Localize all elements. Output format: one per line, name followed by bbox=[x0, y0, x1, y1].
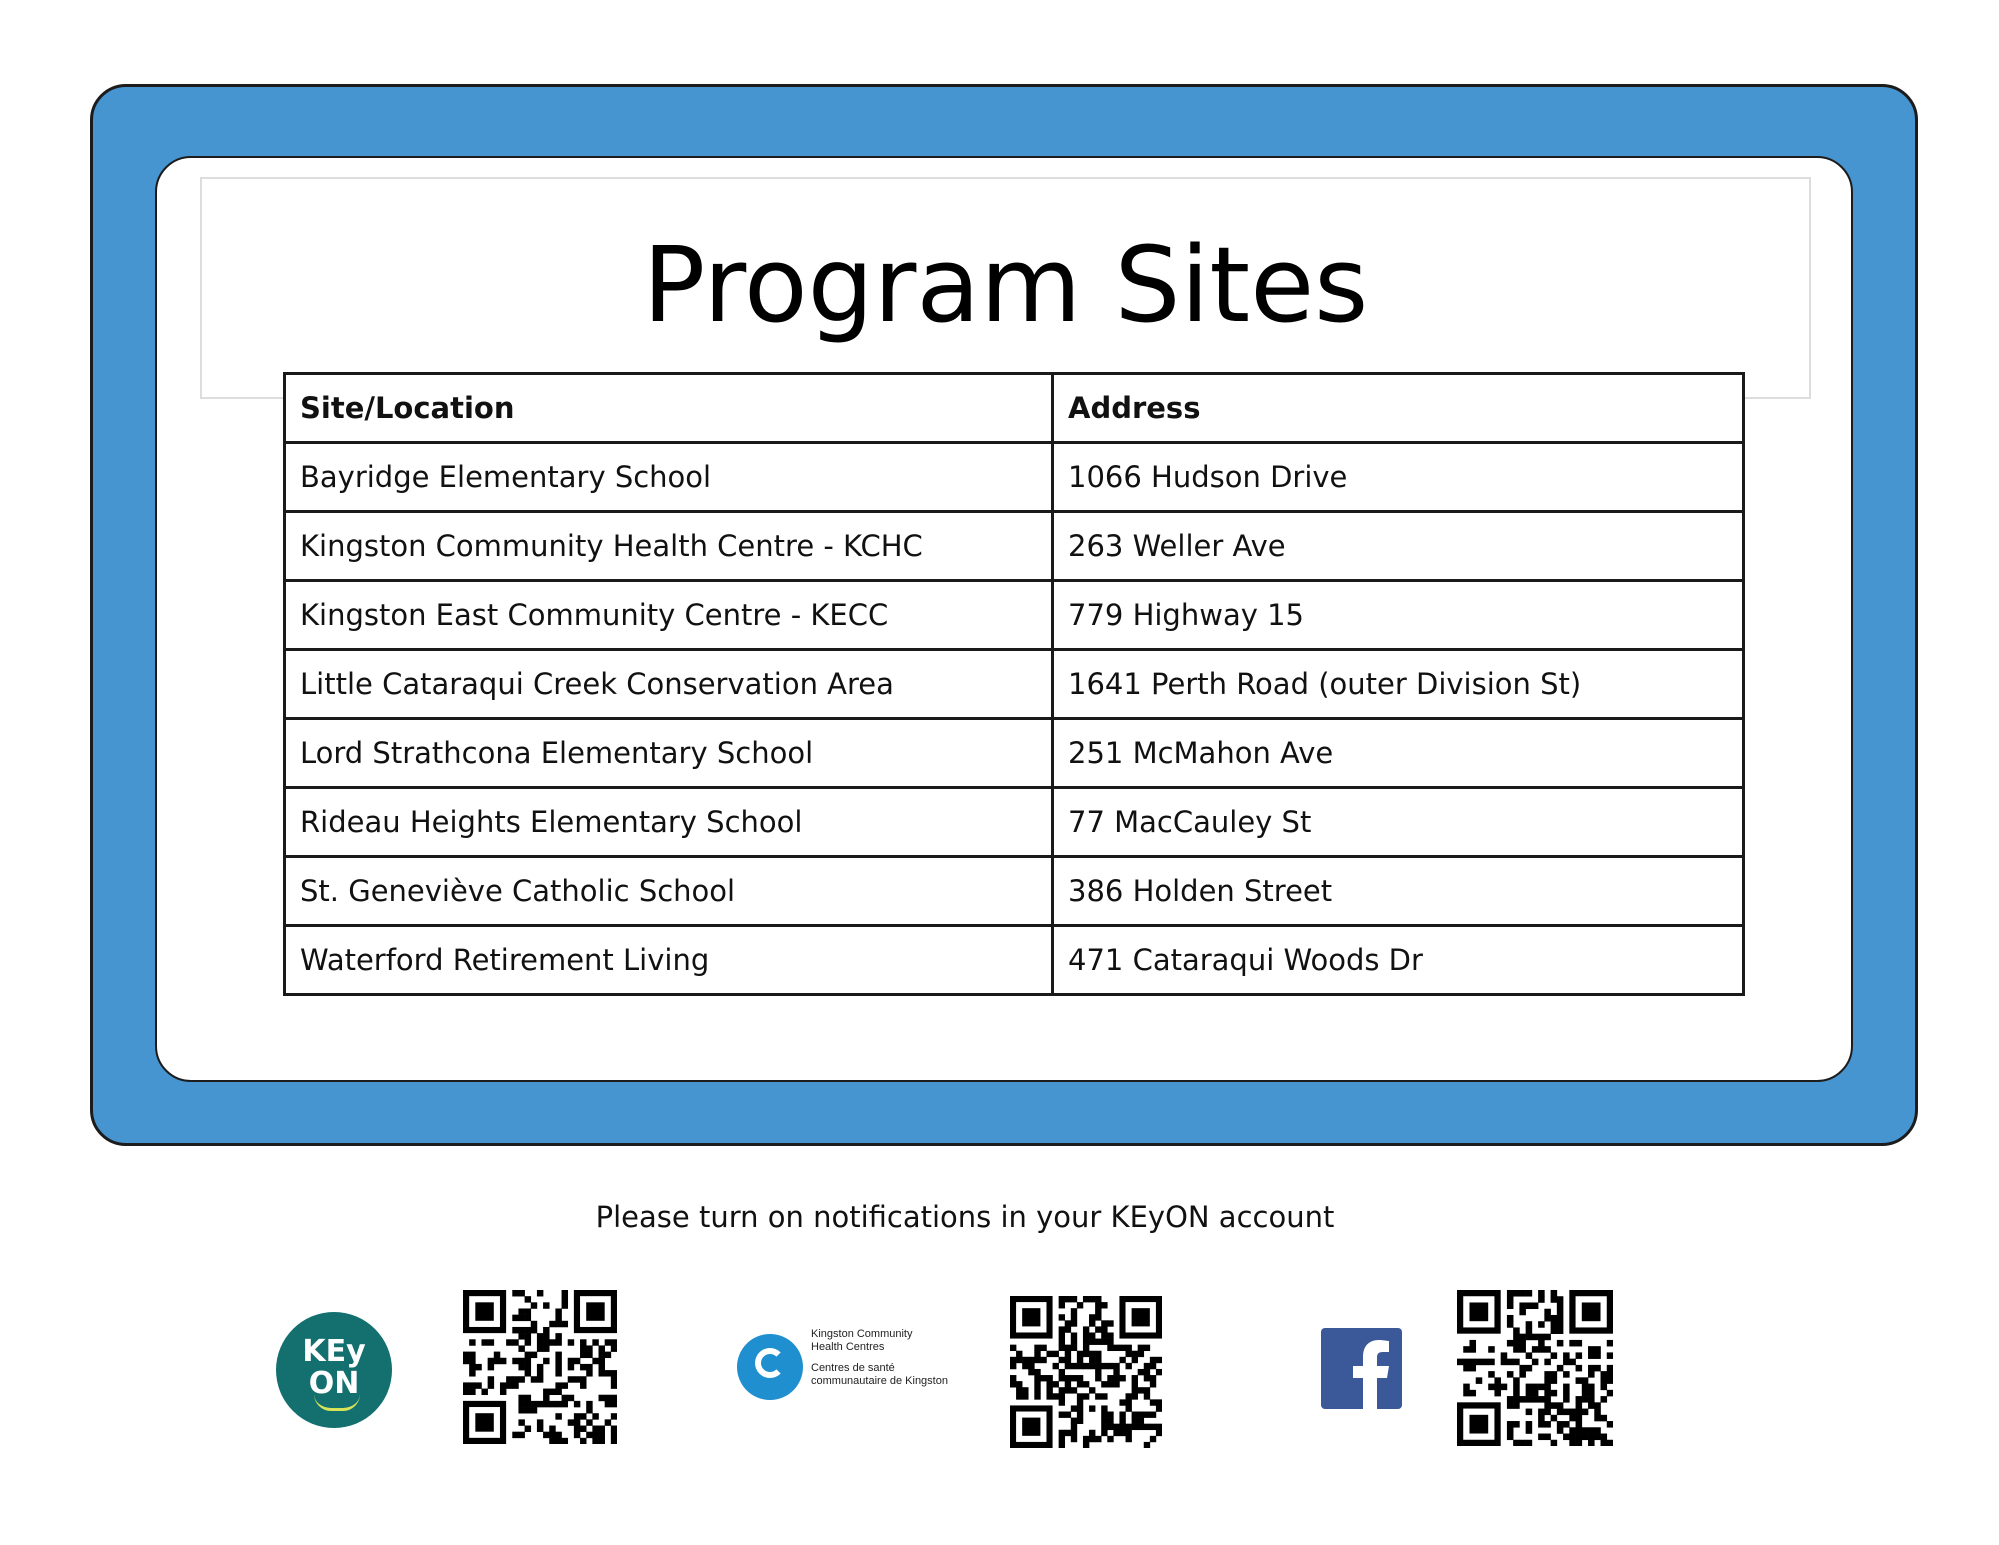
site-name: Rideau Heights Elementary School bbox=[285, 788, 1053, 857]
facebook-icon[interactable] bbox=[1321, 1328, 1402, 1409]
table-row bbox=[285, 650, 1744, 719]
kchc-logo[interactable] bbox=[737, 1328, 967, 1408]
kchc-name-fr-1: Centres de santé bbox=[811, 1362, 895, 1374]
kchc-qr-code[interactable] bbox=[1010, 1296, 1162, 1448]
keyon-logo-line1: KEy bbox=[302, 1334, 366, 1369]
site-name: St. Geneviève Catholic School bbox=[285, 857, 1053, 926]
table-row bbox=[285, 512, 1744, 581]
kchc-name-en-1: Kingston Community bbox=[811, 1328, 913, 1340]
header-address: Address bbox=[1053, 374, 1744, 443]
page-title: Program Sites bbox=[642, 224, 1369, 346]
site-address: 386 Holden Street bbox=[1053, 857, 1744, 926]
site-address: 251 McMahon Ave bbox=[1053, 719, 1744, 788]
header-site-location: Site/Location bbox=[285, 374, 1053, 443]
table-row bbox=[285, 788, 1744, 857]
site-name: Kingston East Community Centre - KECC bbox=[285, 581, 1053, 650]
site-name: Waterford Retirement Living bbox=[285, 926, 1053, 995]
table-row bbox=[285, 581, 1744, 650]
table-row bbox=[285, 443, 1744, 512]
kchc-name-fr-2: communautaire de Kingston bbox=[811, 1375, 948, 1387]
kchc-swirl-icon bbox=[737, 1334, 803, 1400]
kchc-name-en-2: Health Centres bbox=[811, 1341, 885, 1353]
site-name: Kingston Community Health Centre - KCHC bbox=[285, 512, 1053, 581]
site-address: 779 Highway 15 bbox=[1053, 581, 1744, 650]
site-address: 77 MacCauley St bbox=[1053, 788, 1744, 857]
site-name: Lord Strathcona Elementary School bbox=[285, 719, 1053, 788]
site-address: 1066 Hudson Drive bbox=[1053, 443, 1744, 512]
site-address: 471 Cataraqui Woods Dr bbox=[1053, 926, 1744, 995]
table-header-row bbox=[285, 374, 1744, 443]
notification-note: Please turn on notifications in your KEyON account bbox=[595, 1200, 1335, 1234]
keyon-logo-line2: ON bbox=[308, 1366, 360, 1401]
site-address: 263 Weller Ave bbox=[1053, 512, 1744, 581]
table-row bbox=[285, 857, 1744, 926]
facebook-qr-code[interactable] bbox=[1457, 1290, 1613, 1446]
site-name: Little Cataraqui Creek Conservation Area bbox=[285, 650, 1053, 719]
program-sites-table bbox=[283, 372, 1745, 996]
table-row bbox=[285, 719, 1744, 788]
site-name: Bayridge Elementary School bbox=[285, 443, 1053, 512]
table-row bbox=[285, 926, 1744, 995]
keyon-logo[interactable] bbox=[276, 1312, 392, 1428]
swoosh-icon bbox=[314, 1394, 360, 1411]
site-address: 1641 Perth Road (outer Division St) bbox=[1053, 650, 1744, 719]
keyon-qr-code[interactable] bbox=[463, 1290, 617, 1444]
